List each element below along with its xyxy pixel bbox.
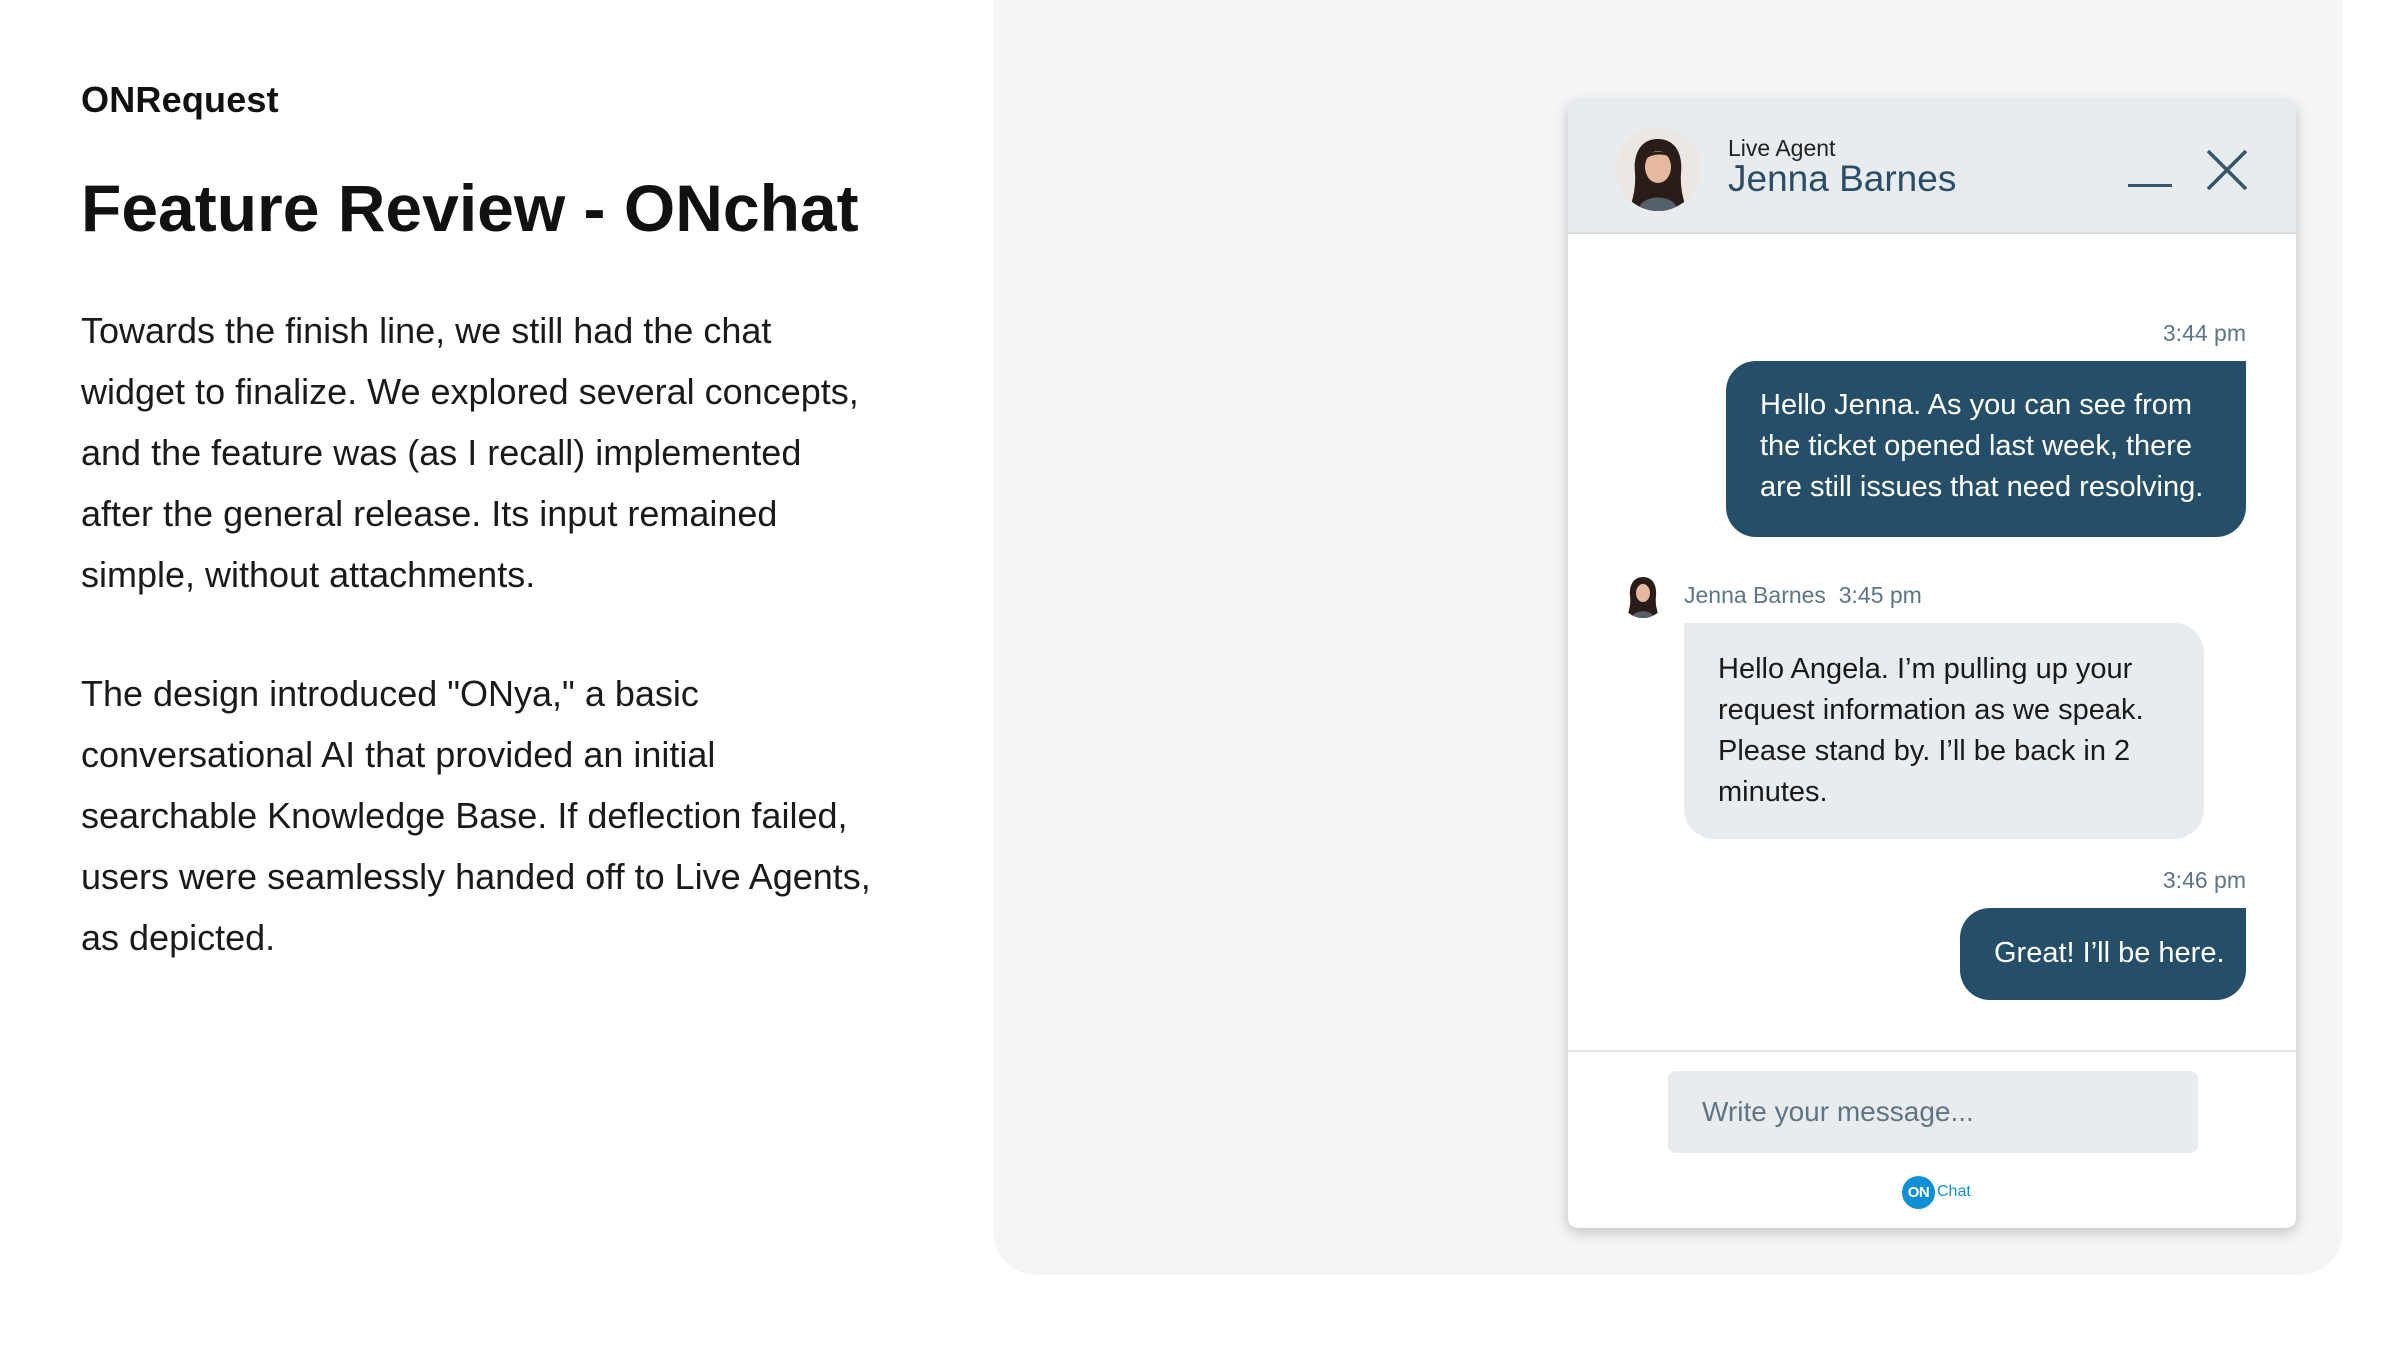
user-message-bubble — [1960, 908, 2246, 1000]
onchat-logo-text: Chat — [1937, 1183, 1971, 1200]
message-line: request information as we speak. — [1718, 694, 2144, 726]
message-line: the ticket opened last week, there — [1760, 430, 2193, 462]
sender-name: Jenna Barnes — [1684, 582, 1826, 608]
agent-avatar — [1616, 127, 1700, 211]
brand-name: ONRequest — [81, 79, 279, 120]
close-button[interactable] — [2202, 145, 2252, 195]
message-timestamp: 3:44 pm — [2162, 320, 2246, 346]
user-message-bubble — [1726, 361, 2246, 537]
agent-name: Jenna Barnes — [1728, 158, 1957, 199]
description-paragraph-2: The design introduced "ONya," a basic conversational AI that provided an initial searchable Knowledge Base. If deflection failed, users were seamlessly handed off to Live Agents, as depicted. — [81, 673, 871, 958]
message-line: Hello Jenna. As you can see from — [1760, 389, 2193, 421]
message-line: Hello Angela. I’m pulling up your — [1718, 653, 2133, 685]
agent-avatar-small — [1620, 572, 1666, 618]
agent-role: Live Agent — [1728, 135, 1836, 161]
onchat-logo-badge: ON — [1902, 1176, 1935, 1209]
close-icon — [2202, 145, 2252, 195]
composer-divider — [1568, 1050, 2296, 1052]
minimize-button[interactable] — [2126, 161, 2176, 191]
message-input[interactable] — [1668, 1071, 2198, 1153]
message-line: Please stand by. I’ll be back in 2 — [1718, 735, 2131, 767]
message-line: minutes. — [1718, 776, 1828, 808]
agent-sender-line — [1684, 582, 1922, 609]
message-line: Great! I’ll be here. — [1994, 937, 2225, 969]
chat-header — [1568, 101, 2296, 234]
description-paragraph-1: Towards the finish line, we still had the chat widget to finalize. We explored several concepts, and the feature was (as I recall) implemented after the general release. Its input remained simple, without attachments. — [81, 310, 859, 595]
minimize-icon — [2128, 184, 2172, 187]
message-line: are still issues that need resolving. — [1760, 471, 2204, 503]
agent-message-bubble — [1684, 623, 2204, 839]
chat-widget — [1568, 101, 2296, 1228]
message-timestamp: 3:46 pm — [2162, 867, 2246, 893]
page-title: Feature Review - ONchat — [81, 171, 859, 245]
message-timestamp: 3:45 pm — [1838, 582, 1922, 608]
onchat-logo — [1902, 1174, 1971, 1210]
